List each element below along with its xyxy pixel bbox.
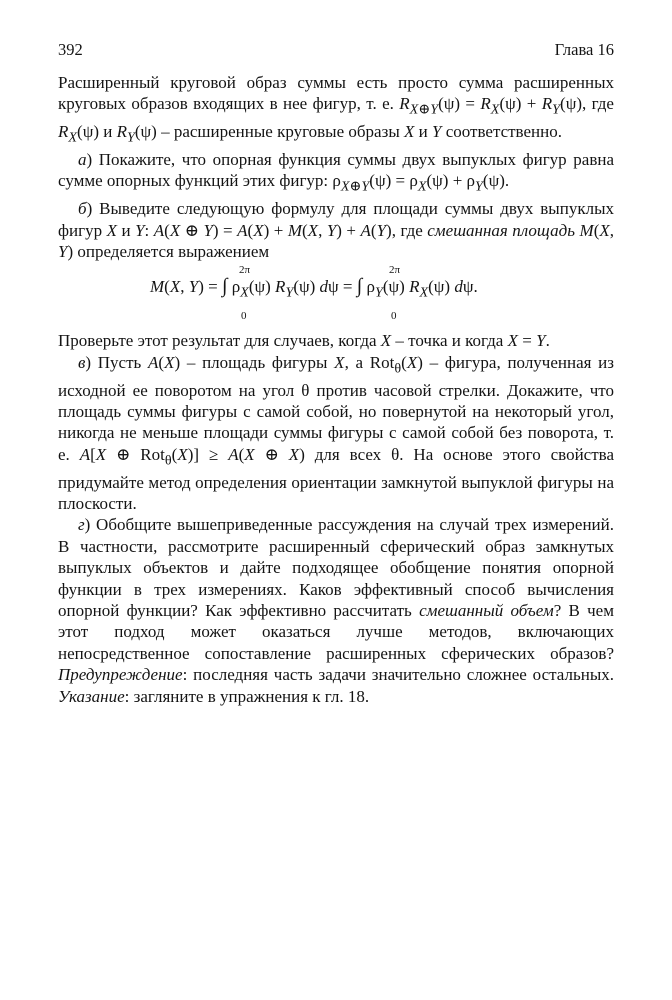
chapter-title: Глава 16 — [554, 40, 614, 59]
paragraph-part-g: г) Обобщите вышеприведенные рассуждения на случай трех измерений. В частности, рассмотрите расширенный сферический образ замкнутых выпуклых объектов и дайте подходящее обобщение понятия опорной функции в трех измерениях. Каков эффективный способ вычисления опорной функции? Как эффективно рассчитать смешанный объем? В чем этот подход может оказаться лучше методов, включающих непосредственное сопоставление расширенных сферических образов? Предупреждение: последняя часть задачи значительно сложнее остальных. Указание: загляните в упражнения к гл. 18. — [58, 515, 614, 706]
page-number: 392 — [58, 40, 83, 59]
paragraph-part-a: а) Покажите, что опорная функция суммы двух выпуклых фигур равна сумме опорных функций этих фигур: $\rho_{X\oplus Y}(\psi) = \rho_X(\psi) + \rho_Y(\psi)$. — [58, 150, 614, 195]
integral-lower-limit: 0 — [241, 310, 247, 323]
integral-upper-limit: 2π — [239, 264, 251, 277]
paragraph-check: Проверьте этот результат для случаев, когда X – точка и когда X = Y. — [58, 331, 550, 351]
body-text — [58, 72, 614, 707]
paragraph-part-b: б) Выведите следующую формулу для площади суммы двух выпуклых фигур X и Y: A(X ⊕ Y) = A(X) + M(X, Y) + A(Y), где смешанная площадь M(X, Y) определяется выражением — [58, 199, 614, 262]
paragraph-intro: Расширенный круговой образ суммы есть просто сумма расширенных круговых образов входящих в нее фигур, т. е. $R_{X\oplus Y}(\psi) = R_X(\psi) + R_Y(\psi)$, где $R_X(\psi)$ и $R_Y(\psi)$ – расширенные круговые образы X и Y соответственно. — [58, 73, 614, 146]
integral-upper-limit: 2π — [389, 264, 401, 277]
mixed-area-formula — [58, 262, 614, 330]
formula-line: M(X, Y) = ∫ $\rho_X(\psi)$ $R_Y(\psi) d\psi$ = ∫ $\rho_Y(\psi)$ $R_X(\psi)$ dψ. — [150, 275, 478, 301]
integral-lower-limit: 0 — [391, 310, 397, 323]
paragraph-part-v: в) Пусть A(X) – площадь фигуры X, а Rot$_\theta$(X) – фигура, полученная из исходной ее поворотом на угол θ против часовой стрелки. Докажите, что площадь суммы фигуры с самой собой, но повернутой на некоторый угол, никогда не меньше площади суммы фигуры с самой собой без поворота, т. е. A[X ⊕ Rot$_\theta$(X)] ≥ A(X ⊕ X) для всех θ. На основе этого свойства придумайте метод определения ориентации замкнутой выпуклой фигуры на плоскости. — [58, 352, 615, 514]
